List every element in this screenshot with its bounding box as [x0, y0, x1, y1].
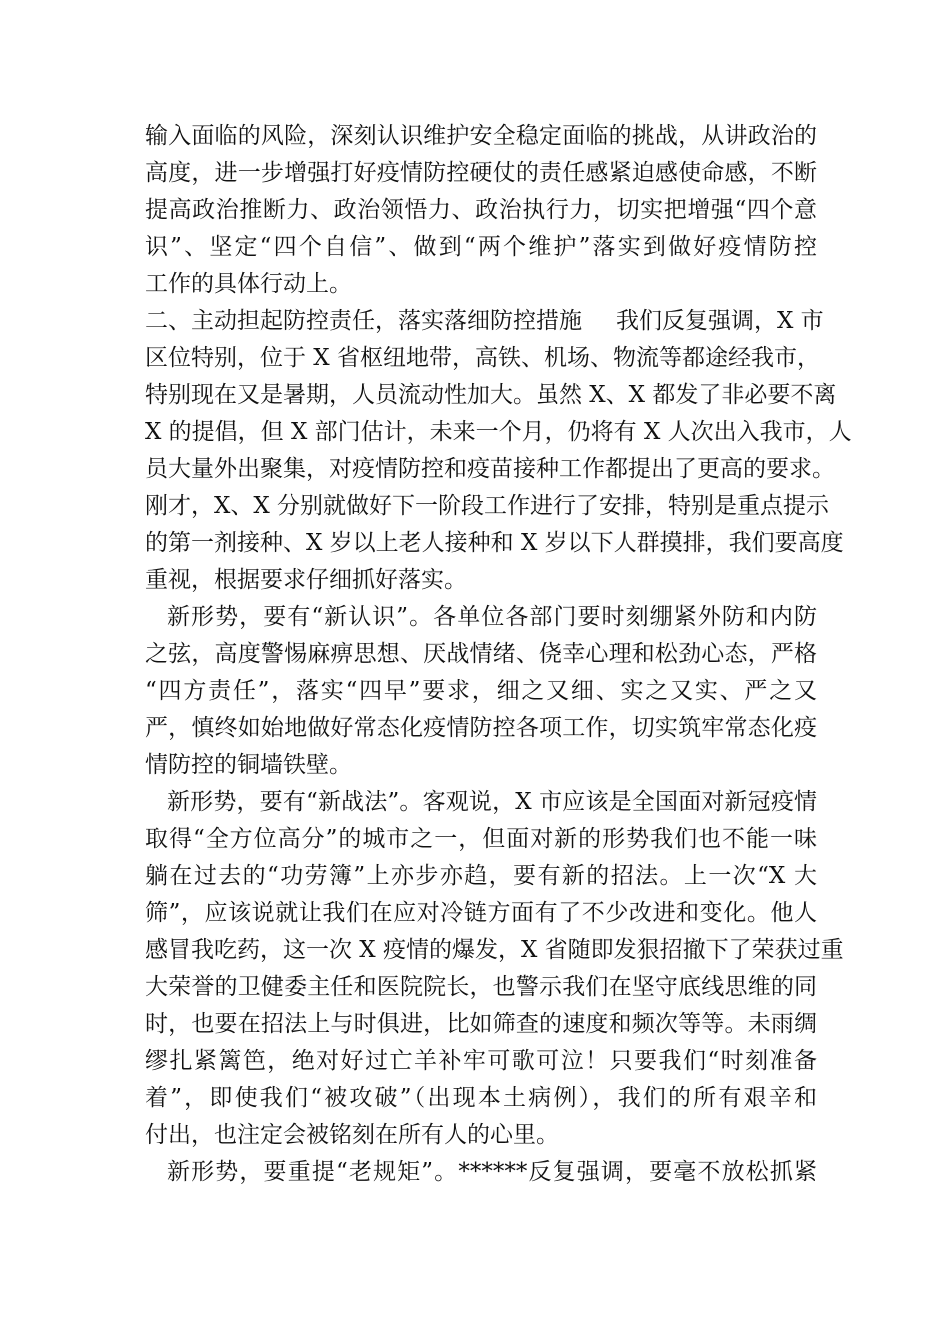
text-line: 员大量外出聚集，对疫情防控和疫苗接种工作都提出了更高的要求。	[145, 456, 835, 482]
text-line: 输入面临的风险，深刻认识维护安全稳定面临的挑战，从讲政治的	[145, 123, 817, 149]
text-line: 重视，根据要求仔细抓好落实。	[145, 567, 467, 593]
text-line: “四方责任”，落实“四早”要求，细之又细、实之又实、严之又	[145, 678, 817, 704]
text-line: 特别现在又是暑期，人员流动性加大。虽然 X、X 都发了非必要不离	[145, 382, 837, 408]
paragraph-section-two	[145, 303, 852, 599]
text-line: 区位特别，位于 X 省枢纽地带，高铁、机场、物流等都途经我市，	[145, 345, 820, 371]
section-heading: 二、主动担起防控责任，落实落细防控措施	[145, 308, 582, 334]
text-line: 严，慎终如始地做好常态化疫情防控各项工作，切实筑牢常态化疫	[145, 715, 817, 741]
text-line: 付出，也注定会被铭刻在所有人的心里。	[145, 1122, 559, 1148]
document-body	[145, 118, 852, 1191]
text-line: 的第一剂接种、X 岁以上老人接种和 X 岁以下人群摸排，我们要高度	[145, 530, 844, 556]
text-line: 着”，即使我们“被攻破”（出现本土病例），我们的所有艰辛和	[145, 1085, 817, 1111]
text-line: 取得“全方位高分”的城市之一，但面对新的形势我们也不能一味	[145, 826, 817, 852]
text-line: 刚才，X、X 分别就做好下一阶段工作进行了安排，特别是重点提示	[145, 493, 830, 519]
text-line: 时，也要在招法上与时俱进，比如筛查的速度和频次等等。未雨绸	[145, 1011, 817, 1037]
text-line: 新形势，要有“新认识”。各单位各部门要时刻绷紧外防和内防	[167, 604, 817, 630]
text-line: 工作的具体行动上。	[145, 271, 352, 297]
paragraph-new-tactics	[145, 784, 844, 1154]
text-line: 感冒我吃药，这一次 X 疫情的爆发，X 省随即发狠招撤下了荣获过重	[145, 937, 844, 963]
text-line: 识”、坚定“四个自信”、做到“两个维护”落实到做好疫情防控	[145, 234, 817, 260]
text-line: 新形势，要重提“老规矩”。******反复强调，要毫不放松抓紧	[167, 1159, 817, 1185]
text-line: 新形势，要有“新战法”。客观说，X 市应该是全国面对新冠疫情	[167, 789, 817, 815]
text-line: 筛”，应该说就让我们在应对冷链方面有了不少改进和变化。他人	[145, 900, 817, 926]
paragraph-old-rules	[145, 1154, 817, 1191]
text-line: 提高政治推断力、政治领悟力、政治执行力，切实把增强“四个意	[145, 197, 817, 223]
text-line: 之弦，高度警惕麻痹思想、厌战情绪、侥幸心理和松劲心态，严格	[145, 641, 817, 667]
paragraph-new-understanding	[145, 599, 817, 784]
section-first-line-text: 我们反复强调，X 市	[616, 308, 824, 334]
text-line: X 的提倡，但 X 部门估计，未来一个月，仍将有 X 人次出入我市，人	[145, 419, 852, 445]
text-line: 情防控的铜墙铁壁。	[145, 752, 352, 778]
text-line: 大荣誉的卫健委主任和医院院长，也警示我们在坚守底线思维的同	[145, 974, 817, 1000]
paragraph-intro-continued	[145, 118, 817, 303]
text-line: 缪扎紧篱笆，绝对好过亡羊补牢可歌可泣！只要我们“时刻准备	[145, 1048, 817, 1074]
section-heading-line	[145, 303, 824, 340]
text-line: 高度，进一步增强打好疫情防控硬仗的责任感紧迫感使命感，不断	[145, 160, 817, 186]
text-line: 躺在过去的“功劳簿”上亦步亦趋，要有新的招法。上一次“X 大	[145, 863, 817, 889]
